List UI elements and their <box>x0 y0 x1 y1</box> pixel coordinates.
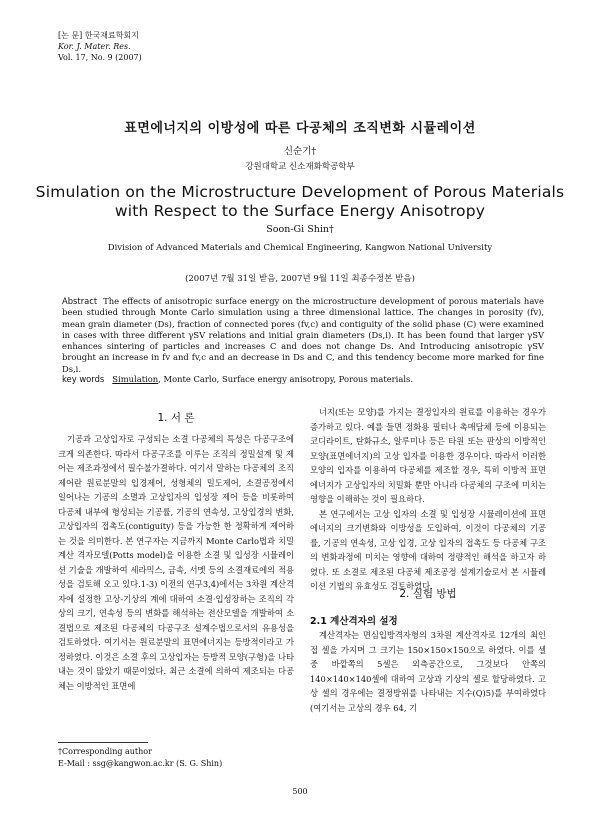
journal-header <box>58 30 142 63</box>
abstract-label: Abstract <box>62 296 98 306</box>
journal-volume: Vol. 17, No. 9 (2007) <box>58 53 142 62</box>
abstract-text: The effects of anisotropic surface energy on the microstructure development of porous materials have been studied through Monte Carlo simulation using a three dimensional lattice. The changes in porosity (fv), mean grain diameter (Ds), fraction of connected pores (fv,c) and contiguity of the solid phase (C) were examined in cases with three different γSV relations and initial grain diameters (Ds,i). It has been found that larger γSV enhances sintering of particles and increases C and does not change Ds. And Introducing anisotropic γSV brought an increase in fv and fv,c and an decrease in Ds and C, and this tendency become more marked for fine Ds,i. <box>62 296 544 374</box>
right-paragraph-2: 본 연구에서는 고상 입자의 소결 및 입성장 시뮬레이션에 표면에너지의 크기변화와 이방성을 도입하여, 이것이 다공체의 기공률, 기공의 연속성, 고상 입경, 고상 입자의 접촉도 등 다공체 구조의 변화과정에 미치는 영향에 대하여 정량적인 해석을 하고자 하였다. 또 소결로 제조된 다공체 제조공정 설계기술로서 본 시뮬레이션 기법의 유효성도 검토하였다. <box>310 508 546 591</box>
subsection-2-1-text <box>310 628 546 715</box>
footnote <box>58 746 222 769</box>
page-number: 500 <box>292 787 308 796</box>
keyword-first: Simulation <box>112 374 159 384</box>
keywords-rest: , Monte Carlo, Surface energy anisotropy, Porous materials. <box>158 374 413 384</box>
section-1-paragraph: 기공과 고상입자로 구성되는 소결 다공체의 특성은 다공구조에 크게 의존한다. 따라서 다공구조를 이루는 조직의 정밀설계 및 제어는 제조과정에서 필수불가결하다. 여기서 말하는 다공체의 조직제어란 원료분말의 입경제어, 성형체의 밀도제어, 소결공정에서 일어나는 기공의 소멸과 고상입자의 입성장 제어 등을 비롯하여 다공체 내부에 형성되는 기공률, 기공의 연속성, 고상입경의 변화, 고상입자의 접촉도(contiguity) 등을 가능한 한 정확하게 제어하는 것을 의미한다. 본 연구자는 지금까지 Monte Carlo법과 치밀계산 격자모델(Potts model)을 이용한 소결 및 입성장 시뮬레이션 기술을 개발하여 세라믹스, 금속, 서멧 등의 소결재료에의 적용성을 검토해 오고 있다.1-3) 이전의 연구3,4)에서는 3차원 계산격자에 설정한 고상-기상의 계에 대하여 소결·입성장하는 조직의 각상의 크기, 연속성 등의 변화를 해석하는 전산모델을 개발하여 소결법으로 제조된 다공체의 다공구조 설계수법으로서의 유용성을 검토하였다. 여기서는 원료분말의 표면에너지는 등방적이라고 가정하였다. 이것은 소결 후의 고상입자는 등방적 모양(구형)을 나타내는 것이 많았기 때문이었다. 최근 소결에 의하여 제조되는 다공체는 이방적인 표면에 <box>58 434 294 691</box>
section-2-heading: 2. 실험 방법 <box>399 588 457 600</box>
footnote-email: E-Mail : ssg@kangwon.ac.kr (S. G. Shin) <box>58 758 223 768</box>
footnote-corresponding: †Corresponding author <box>58 747 152 756</box>
title-english-line2: with Respect to the Surface Energy Anisotropy <box>114 202 486 220</box>
title-korean: 표면에너지의 이방성에 따른 다공체의 조직변화 시뮬레이션 <box>124 121 476 136</box>
abstract <box>62 296 544 375</box>
title-english <box>0 183 600 221</box>
keywords <box>62 374 544 384</box>
left-column <box>58 432 294 693</box>
keywords-label: key words <box>62 374 105 384</box>
title-english-line1: Simulation on the Microstructure Development of Porous Materials <box>35 183 565 201</box>
received-dates: (2007년 7월 31일 받음, 2007년 9월 11일 최종수정본 받음) <box>185 274 415 284</box>
footnote-divider <box>58 742 148 743</box>
section-1-heading: 1. 서 론 <box>157 412 195 424</box>
author-english: Soon-Gi Shin† <box>266 224 334 235</box>
author-korean: 신순기† <box>283 146 317 157</box>
right-column <box>310 405 546 594</box>
affiliation-english: Division of Advanced Materials and Chemical Engineering, Kangwon National University <box>107 243 493 253</box>
affiliation-korean: 강원대학교 신소재화학공학부 <box>245 162 355 172</box>
subsection-2-1-heading: 2.1 계산격자의 설정 <box>310 616 398 627</box>
journal-name-en: Kor. J. Mater. Res. <box>58 42 131 51</box>
journal-name-kr: [논 문] 한국재료학회지 <box>58 31 139 40</box>
right-paragraph-1: 너지(또는 모양)를 가지는 결정입자의 원료를 이용하는 경우가 증가하고 있다. 예를 들면 정화용 필터나 촉매담체 등에 이용되는 코디라이트, 탄화규소, 알루미나 등은 타원 또는 판상의 이방적인 모양(표면에너지)의 고상 입자를 이용한 경우이다. 따라서 이러한 모양의 입자를 이용하여 다공체를 제조할 경우, 특히 이방적 표면에너지가 고상입자의 치밀화 뿐만 아니라 다공체의 구조에 미치는 영향을 이해하는 것이 필요하다. <box>310 407 546 504</box>
subsection-2-1-paragraph: 계산격자는 면심입방격자형의 3차원 계산격자로 12개의 최인접 셀을 가지며 그 크기는 150×150×150으로 하였다. 이를 셀중 바깥쪽의 5셀은 외측공간으로, 그것보다 안쪽의 140×140×140셀에 대하여 고상과 기상의 셀로 할당하였다. 고상 셀의 경우에는 결정방위를 나타내는 지수(Q)5)를 부여하였다(여기서는 고상의 경우 64, 기 <box>310 630 546 713</box>
